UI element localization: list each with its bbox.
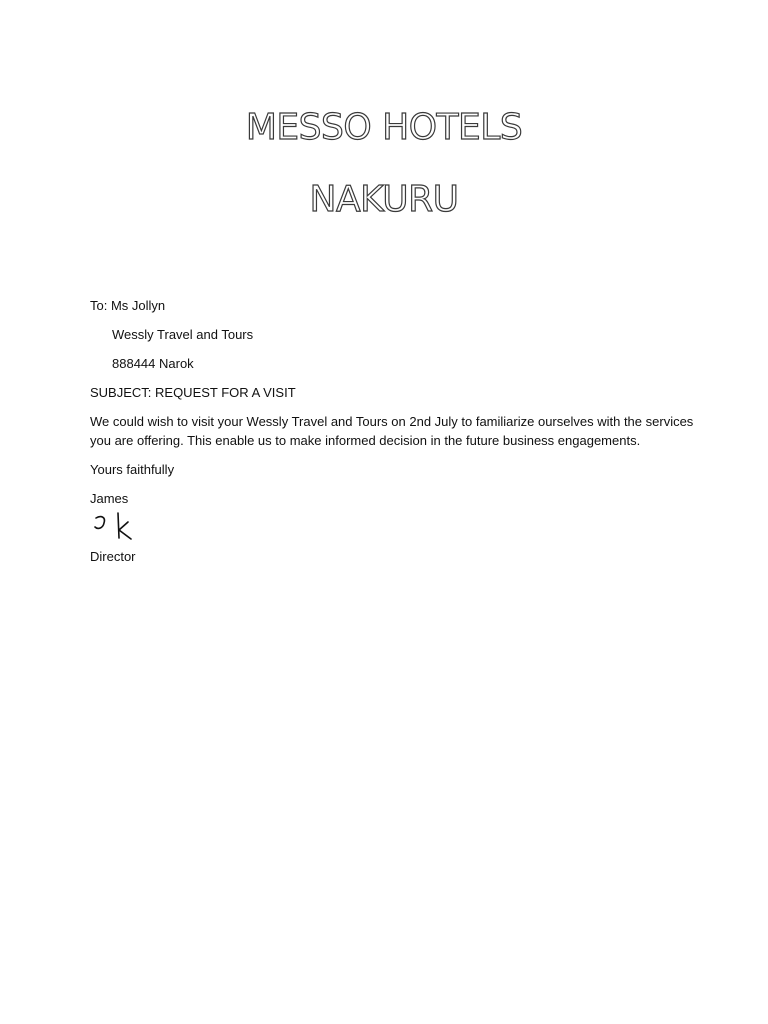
recipient-to-line: To: Ms Jollyn <box>90 298 166 313</box>
letterhead-hotel-name: MESSO HOTELS <box>245 107 523 148</box>
letterhead-location: NAKURU <box>309 179 459 220</box>
subject-line: SUBJECT: REQUEST FOR A VISIT <box>90 385 296 400</box>
closing-salutation: Yours faithfully <box>90 462 175 477</box>
signer-title: Director <box>90 549 136 564</box>
body-line-2: you are offering. This enable us to make informed decision in the future business engagements. <box>90 433 641 448</box>
signer-name: James <box>90 491 129 506</box>
recipient-company: Wessly Travel and Tours <box>112 327 254 342</box>
recipient-address: 888444 Narok <box>112 356 194 371</box>
body-line-1: We could wish to visit your Wessly Travel and Tours on 2nd July to familiarize ourselves with the services <box>90 414 694 429</box>
handwritten-signature <box>92 512 140 544</box>
